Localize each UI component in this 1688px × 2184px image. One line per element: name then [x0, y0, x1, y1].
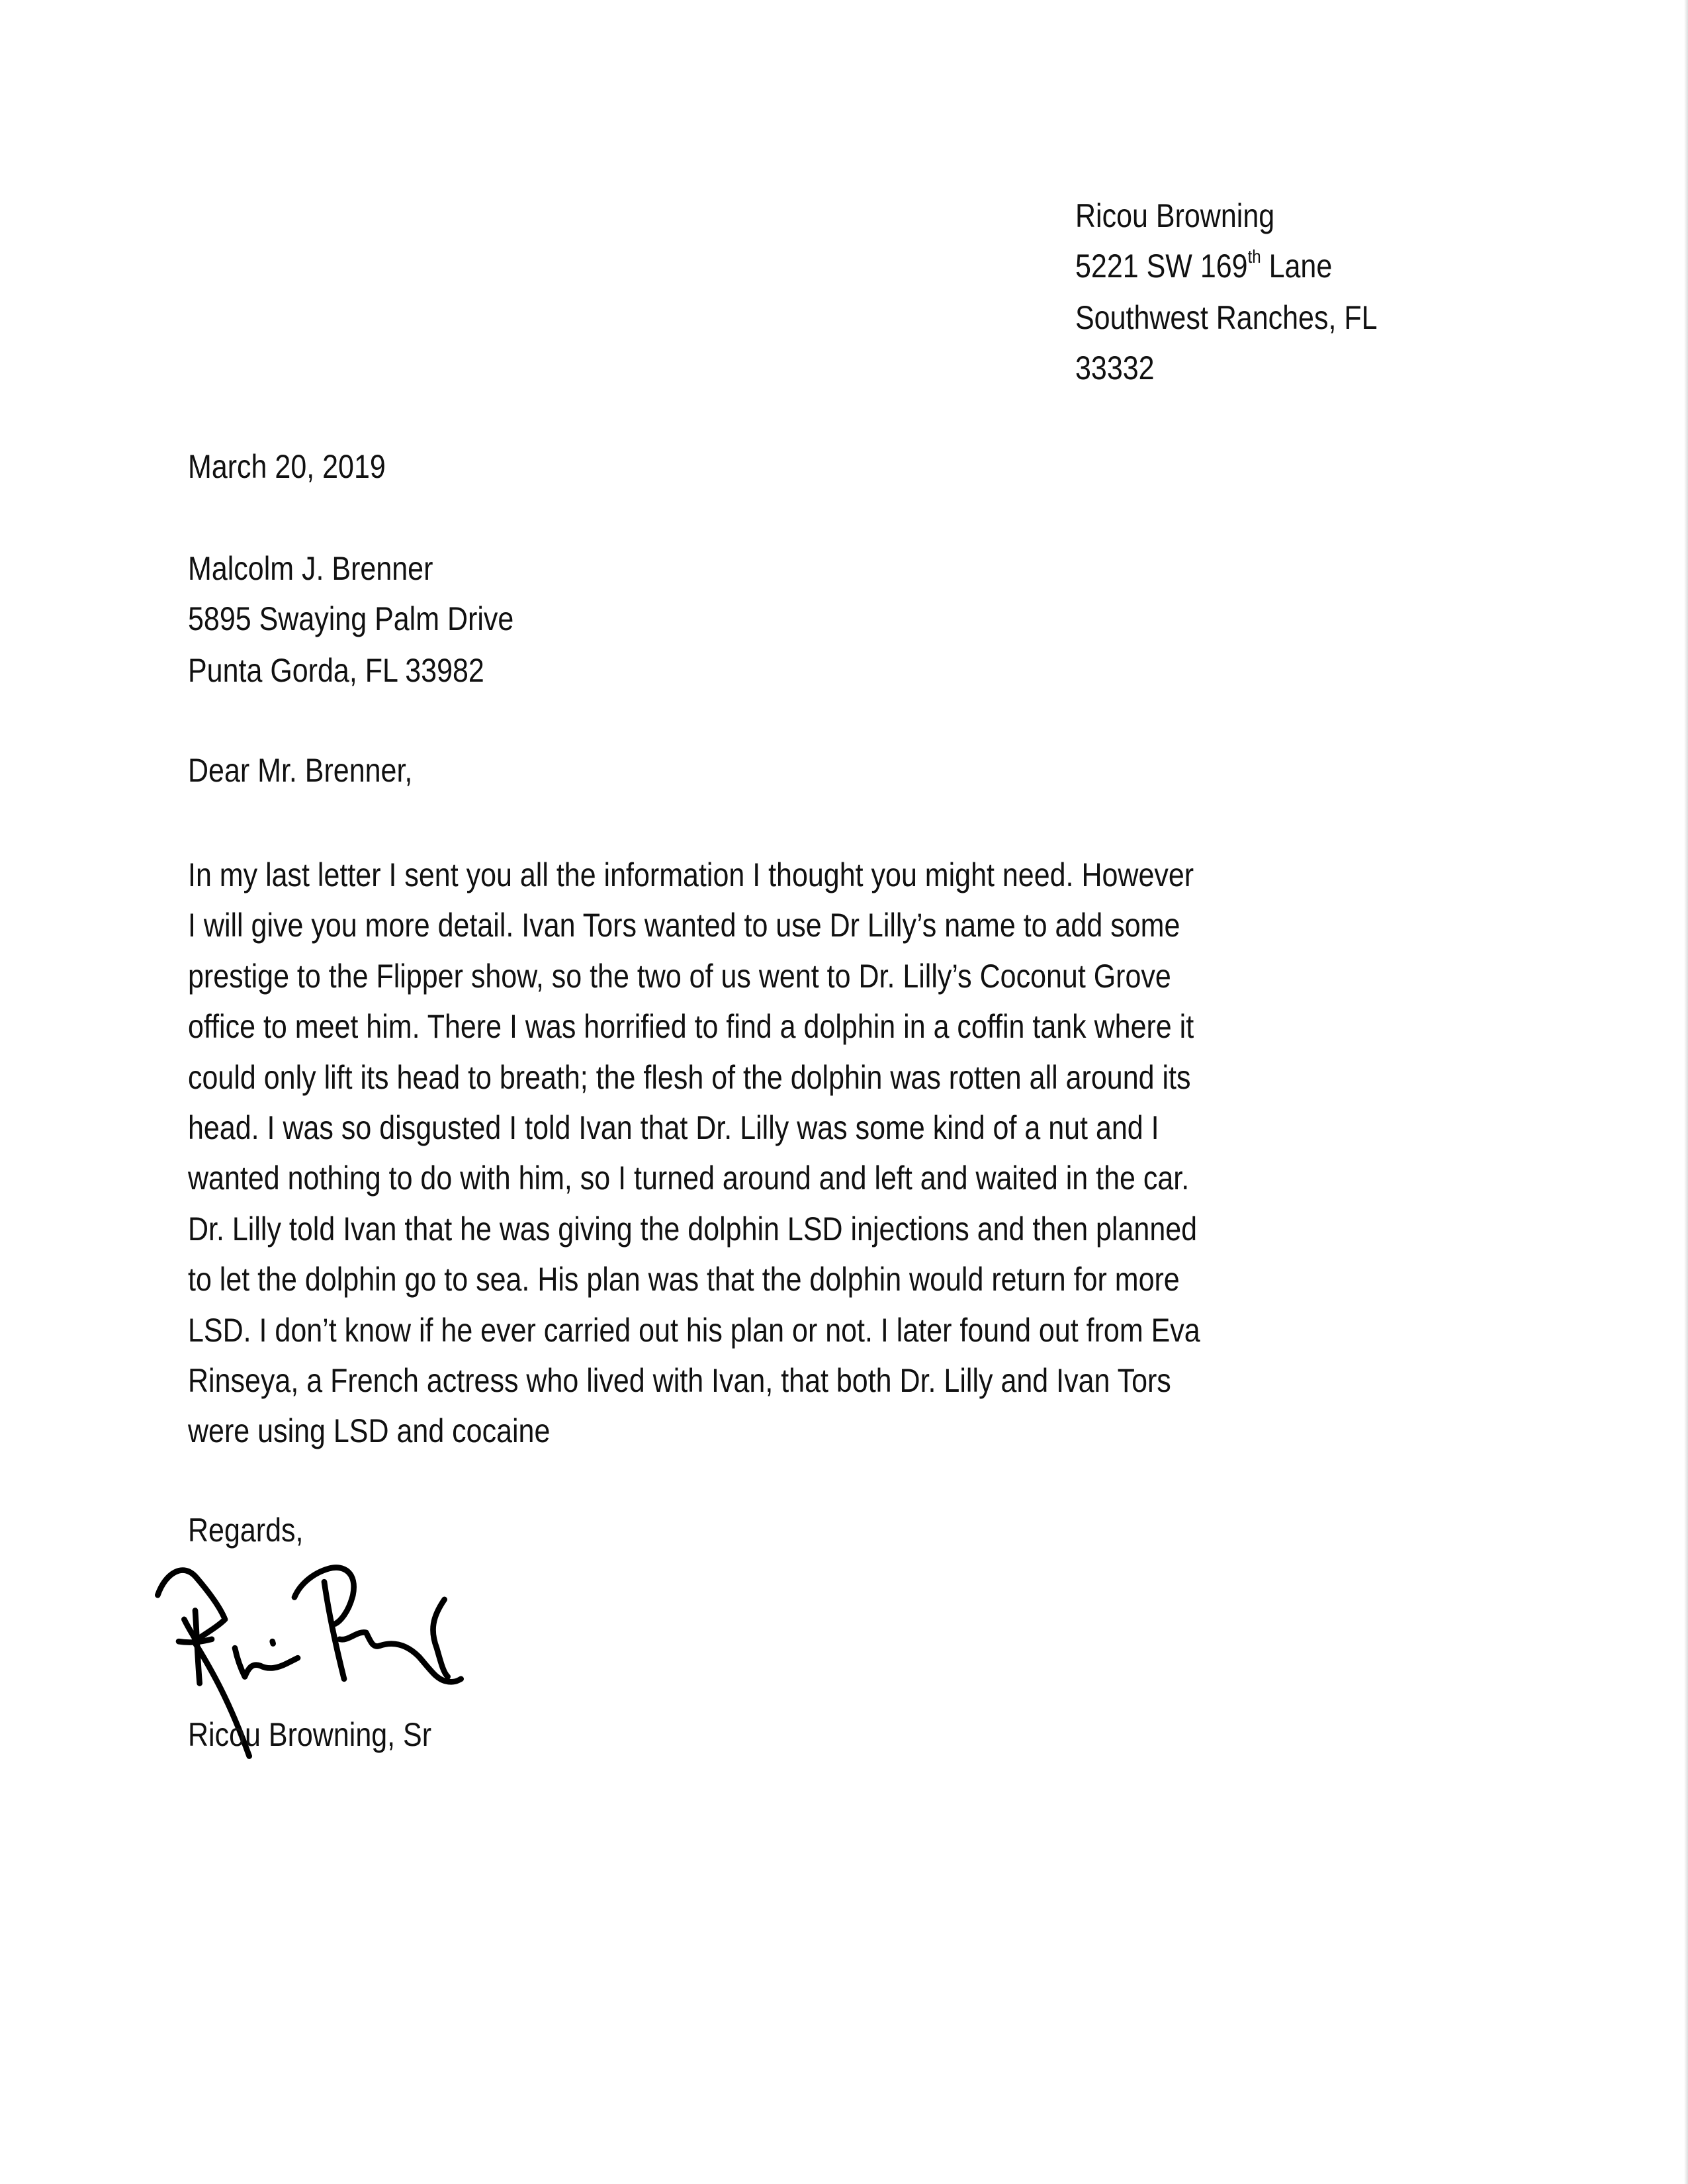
- letter-date: March 20, 2019: [188, 448, 386, 485]
- signature-stroke: [195, 1611, 200, 1684]
- closing: Regards,: [188, 1512, 304, 1549]
- body-line: to let the dolphin go to sea. His plan was that the dolphin would return for more: [188, 1261, 1180, 1298]
- body-line: office to meet him. There I was horrified to find a dolphin in a coffin tank where it: [188, 1008, 1194, 1046]
- sender-name: Ricou Browning: [1075, 197, 1275, 234]
- recipient-city: Punta Gorda, FL 33982: [188, 652, 484, 689]
- street-number: 5221 SW 169: [1075, 248, 1248, 285]
- body-line: wanted nothing to do with him, so I turned around and left and waited in the car.: [188, 1160, 1190, 1197]
- body-line: Rinseya, a French actress who lived with Ivan, that both Dr. Lilly and Ivan Tors: [188, 1362, 1171, 1399]
- scan-edge: [1684, 0, 1688, 2184]
- recipient-name: Malcolm J. Brenner: [188, 550, 433, 587]
- body-line: head. I was so disgusted I told Ivan that Dr. Lilly was some kind of a nut and I: [188, 1109, 1159, 1146]
- sender-zip: 33332: [1075, 349, 1155, 387]
- body-line: Dr. Lilly told Ivan that he was giving the dolphin LSD injections and then planned: [188, 1210, 1198, 1248]
- body-line: could only lift its head to breath; the flesh of the dolphin was rotten all around its: [188, 1058, 1191, 1096]
- body-line: I will give you more detail. Ivan Tors wanted to use Dr Lilly’s name to add some: [188, 907, 1180, 944]
- sender-city: Southwest Ranches, FL: [1075, 299, 1378, 336]
- ordinal-suffix: th: [1247, 246, 1261, 267]
- body-line: were using LSD and cocaine: [188, 1412, 551, 1450]
- signature-name: Ricou Browning, Sr: [188, 1716, 432, 1753]
- signature-stroke: [433, 1600, 447, 1677]
- street-type: Lane: [1261, 248, 1333, 285]
- signature-stroke: [235, 1648, 298, 1676]
- signature-stroke: [324, 1582, 344, 1679]
- body-line: LSD. I don’t know if he ever carried out his plan or not. I later found out from Eva: [188, 1311, 1200, 1349]
- body-line: prestige to the Flipper show, so the two of us went to Dr. Lilly’s Coconut Grove: [188, 957, 1171, 995]
- body-line: In my last letter I sent you all the information I thought you might need. However: [188, 856, 1194, 893]
- recipient-street: 5895 Swaying Palm Drive: [188, 600, 514, 637]
- sender-street: [1075, 246, 1332, 286]
- salutation: Dear Mr. Brenner,: [188, 752, 413, 789]
